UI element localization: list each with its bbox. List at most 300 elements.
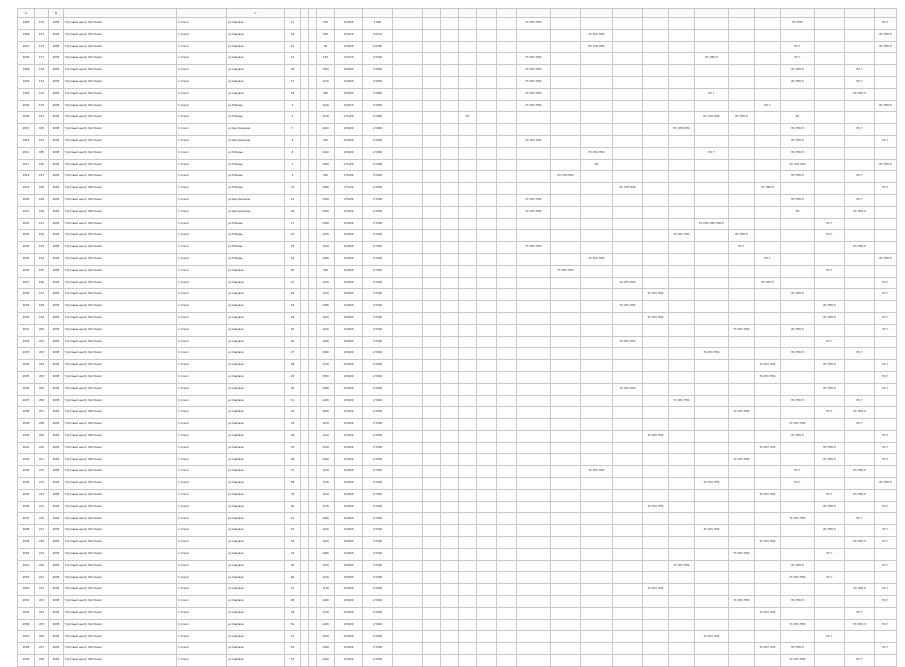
table-cell[interactable]: 153400 — [335, 265, 363, 277]
table-cell[interactable] — [551, 419, 581, 431]
table-cell[interactable] — [517, 407, 551, 419]
table-cell[interactable]: 53 — [285, 655, 301, 667]
table-cell[interactable]: Торговый центр ЗАО Оазис — [64, 430, 177, 442]
table-cell[interactable] — [459, 466, 477, 478]
table-cell[interactable] — [497, 289, 517, 301]
table-cell[interactable]: 2 5500 — [363, 548, 393, 560]
table-cell[interactable]: ПС Г — [781, 41, 815, 53]
table-cell[interactable]: ПС СПС ПЭС — [581, 41, 613, 53]
table-cell[interactable]: 1999 — [18, 65, 35, 77]
table-cell[interactable]: 2036 — [18, 383, 35, 395]
table-cell[interactable] — [309, 312, 317, 324]
table-cell[interactable]: ул.Садовая — [227, 265, 285, 277]
table-cell[interactable] — [301, 301, 309, 313]
table-cell[interactable]: Торговый центр ЗАО Оазис — [64, 525, 177, 537]
table-cell[interactable] — [551, 336, 581, 348]
table-cell[interactable] — [423, 253, 441, 265]
table-cell[interactable] — [815, 135, 845, 147]
table-cell[interactable] — [309, 537, 317, 549]
table-cell[interactable]: 4095 — [49, 348, 64, 360]
table-cell[interactable] — [695, 253, 729, 265]
table-cell[interactable] — [643, 88, 669, 100]
table-cell[interactable]: ПС ПЭС Р — [755, 277, 781, 289]
table-cell[interactable]: 1996 — [18, 29, 35, 41]
table-cell[interactable] — [441, 289, 459, 301]
table-cell[interactable] — [729, 218, 755, 230]
table-cell[interactable] — [517, 312, 551, 324]
table-cell[interactable] — [669, 218, 695, 230]
table-cell[interactable]: 2 5500 — [363, 596, 393, 608]
table-cell[interactable]: Торговый центр ЗАО Оазис — [64, 513, 177, 525]
table-cell[interactable]: 2 5500 — [363, 419, 393, 431]
table-cell[interactable]: ТС СПС ПЭС — [755, 360, 781, 372]
table-cell[interactable] — [309, 513, 317, 525]
table-cell[interactable]: 3 — [285, 100, 301, 112]
table-cell[interactable] — [441, 206, 459, 218]
table-cell[interactable] — [517, 230, 551, 242]
table-cell[interactable] — [669, 631, 695, 643]
table-cell[interactable] — [551, 324, 581, 336]
table-cell[interactable]: 153400 — [335, 371, 363, 383]
table-cell[interactable]: ПС ПЭС Р — [875, 29, 897, 41]
table-cell[interactable] — [729, 348, 755, 360]
table-cell[interactable]: 153400 — [335, 383, 363, 395]
table-cell[interactable] — [309, 525, 317, 537]
column-header[interactable] — [551, 9, 581, 18]
table-cell[interactable] — [643, 159, 669, 171]
table-cell[interactable] — [459, 135, 477, 147]
table-cell[interactable] — [551, 655, 581, 667]
table-cell[interactable]: 1 Сокол — [177, 230, 227, 242]
table-cell[interactable] — [441, 419, 459, 431]
table-cell[interactable] — [815, 324, 845, 336]
table-cell[interactable]: 2 5500 — [363, 383, 393, 395]
table-cell[interactable] — [477, 348, 497, 360]
table-cell[interactable]: 4095 — [49, 301, 64, 313]
table-cell[interactable] — [477, 18, 497, 30]
table-cell[interactable] — [551, 513, 581, 525]
table-cell[interactable] — [755, 301, 781, 313]
table-cell[interactable] — [309, 289, 317, 301]
table-cell[interactable] — [729, 395, 755, 407]
table-cell[interactable]: ПС ПЭС Р — [695, 53, 729, 65]
table-cell[interactable] — [459, 100, 477, 112]
table-cell[interactable]: 24 — [285, 312, 301, 324]
table-cell[interactable] — [301, 29, 309, 41]
table-cell[interactable] — [459, 430, 477, 442]
table-cell[interactable] — [755, 147, 781, 159]
table-cell[interactable]: ПС Г — [815, 631, 845, 643]
table-cell[interactable]: 1140 — [317, 537, 335, 549]
table-cell[interactable] — [309, 301, 317, 313]
table-cell[interactable] — [393, 76, 423, 88]
table-cell[interactable] — [755, 265, 781, 277]
table-cell[interactable] — [441, 301, 459, 313]
table-cell[interactable] — [459, 253, 477, 265]
table-cell[interactable] — [477, 596, 497, 608]
table-cell[interactable]: 4095 — [49, 76, 64, 88]
table-cell[interactable] — [393, 301, 423, 313]
table-cell[interactable] — [441, 29, 459, 41]
table-cell[interactable] — [309, 29, 317, 41]
table-cell[interactable] — [695, 383, 729, 395]
table-cell[interactable] — [423, 643, 441, 655]
table-cell[interactable]: 153400 — [335, 572, 363, 584]
table-cell[interactable] — [695, 159, 729, 171]
table-cell[interactable] — [497, 619, 517, 631]
table-cell[interactable] — [729, 183, 755, 195]
table-cell[interactable]: ПС ПЭС Р — [781, 643, 815, 655]
table-cell[interactable] — [477, 655, 497, 667]
table-cell[interactable]: 1250 — [317, 159, 335, 171]
table-cell[interactable] — [497, 348, 517, 360]
table-cell[interactable] — [613, 371, 643, 383]
table-cell[interactable]: 1 Сокол — [177, 348, 227, 360]
table-cell[interactable]: ул.Садовая — [227, 478, 285, 490]
table-cell[interactable]: ТС СПС ПЭС — [781, 513, 815, 525]
table-cell[interactable] — [695, 643, 729, 655]
table-cell[interactable]: 2033 — [18, 348, 35, 360]
table-cell[interactable]: ПС ПЭС Р — [781, 194, 815, 206]
table-cell[interactable] — [729, 171, 755, 183]
table-cell[interactable] — [815, 277, 845, 289]
table-cell[interactable] — [423, 277, 441, 289]
table-cell[interactable] — [643, 395, 669, 407]
table-cell[interactable] — [517, 171, 551, 183]
table-cell[interactable] — [845, 643, 875, 655]
table-cell[interactable]: 1140 — [317, 360, 335, 372]
table-cell[interactable] — [301, 289, 309, 301]
table-cell[interactable] — [845, 29, 875, 41]
table-cell[interactable]: 202 — [35, 348, 49, 360]
column-header[interactable] — [729, 9, 755, 18]
table-cell[interactable] — [613, 454, 643, 466]
table-cell[interactable] — [497, 218, 517, 230]
table-cell[interactable] — [423, 560, 441, 572]
table-cell[interactable] — [423, 135, 441, 147]
table-cell[interactable]: 16 — [285, 206, 301, 218]
table-cell[interactable] — [459, 218, 477, 230]
table-cell[interactable]: 4095 — [49, 548, 64, 560]
table-cell[interactable]: ТС СПС ПЭС — [581, 29, 613, 41]
table-cell[interactable] — [477, 631, 497, 643]
table-cell[interactable] — [497, 124, 517, 136]
table-cell[interactable]: 221 — [35, 572, 49, 584]
table-cell[interactable] — [613, 253, 643, 265]
table-cell[interactable] — [815, 206, 845, 218]
table-cell[interactable]: 11 — [285, 18, 301, 30]
table-cell[interactable] — [613, 360, 643, 372]
table-cell[interactable]: ТС СПС ПЭС — [755, 643, 781, 655]
table-cell[interactable] — [459, 584, 477, 596]
table-cell[interactable] — [393, 29, 423, 41]
table-cell[interactable] — [497, 360, 517, 372]
table-cell[interactable] — [441, 336, 459, 348]
table-cell[interactable] — [441, 53, 459, 65]
table-cell[interactable] — [845, 442, 875, 454]
table-cell[interactable] — [301, 124, 309, 136]
table-cell[interactable]: 3350 — [317, 206, 335, 218]
table-cell[interactable] — [423, 218, 441, 230]
table-cell[interactable] — [497, 513, 517, 525]
table-cell[interactable] — [613, 218, 643, 230]
table-cell[interactable] — [301, 442, 309, 454]
table-cell[interactable]: 4095 — [49, 289, 64, 301]
table-cell[interactable] — [729, 206, 755, 218]
table-cell[interactable] — [845, 312, 875, 324]
table-cell[interactable] — [695, 100, 729, 112]
table-cell[interactable] — [781, 454, 815, 466]
table-cell[interactable] — [669, 301, 695, 313]
table-cell[interactable] — [477, 265, 497, 277]
table-cell[interactable]: 1 Сокол — [177, 655, 227, 667]
table-cell[interactable]: ПС Г — [875, 312, 897, 324]
table-cell[interactable] — [301, 430, 309, 442]
table-cell[interactable] — [781, 277, 815, 289]
table-cell[interactable] — [517, 513, 551, 525]
table-cell[interactable] — [309, 454, 317, 466]
table-cell[interactable]: 2002 — [18, 100, 35, 112]
table-cell[interactable] — [301, 419, 309, 431]
table-cell[interactable] — [695, 371, 729, 383]
table-cell[interactable] — [581, 607, 613, 619]
table-cell[interactable] — [517, 29, 551, 41]
table-cell[interactable] — [423, 419, 441, 431]
table-cell[interactable] — [695, 76, 729, 88]
table-cell[interactable] — [459, 265, 477, 277]
table-cell[interactable] — [301, 76, 309, 88]
table-cell[interactable]: 1 Сокол — [177, 206, 227, 218]
table-cell[interactable]: ул.Садовая — [227, 548, 285, 560]
table-cell[interactable] — [517, 643, 551, 655]
table-cell[interactable]: 350 — [317, 265, 335, 277]
table-cell[interactable]: 1380 — [317, 183, 335, 195]
table-cell[interactable] — [423, 289, 441, 301]
table-cell[interactable] — [423, 171, 441, 183]
table-cell[interactable]: Торговый центр ЗАО Оазис — [64, 112, 177, 124]
table-cell[interactable]: ул.Садовая — [227, 395, 285, 407]
table-cell[interactable] — [643, 242, 669, 254]
table-cell[interactable]: 2 5500 — [363, 619, 393, 631]
table-cell[interactable] — [423, 454, 441, 466]
table-cell[interactable] — [551, 242, 581, 254]
table-cell[interactable] — [497, 560, 517, 572]
table-cell[interactable]: 4095 — [49, 41, 64, 53]
table-cell[interactable] — [643, 265, 669, 277]
table-cell[interactable]: 153400 — [335, 135, 363, 147]
table-cell[interactable]: 199 — [35, 312, 49, 324]
table-cell[interactable]: ПС Г — [815, 218, 845, 230]
table-cell[interactable] — [695, 312, 729, 324]
table-cell[interactable] — [517, 336, 551, 348]
table-cell[interactable] — [477, 147, 497, 159]
table-cell[interactable] — [393, 218, 423, 230]
table-cell[interactable]: 2021 — [18, 206, 35, 218]
table-cell[interactable]: 4095 — [49, 619, 64, 631]
table-cell[interactable]: 2014 — [18, 147, 35, 159]
table-cell[interactable] — [845, 41, 875, 53]
table-cell[interactable] — [393, 312, 423, 324]
table-cell[interactable]: ПС Г — [815, 265, 845, 277]
table-cell[interactable]: Торговый центр ЗАО Оазис — [64, 65, 177, 77]
table-cell[interactable]: 2 5500 — [363, 360, 393, 372]
table-cell[interactable] — [669, 466, 695, 478]
table-cell[interactable] — [497, 655, 517, 667]
table-cell[interactable] — [423, 360, 441, 372]
table-cell[interactable] — [669, 18, 695, 30]
table-cell[interactable]: ул.Садовая — [227, 88, 285, 100]
table-cell[interactable] — [517, 371, 551, 383]
table-cell[interactable] — [393, 18, 423, 30]
table-cell[interactable] — [459, 53, 477, 65]
table-cell[interactable]: 2 5500 — [363, 442, 393, 454]
table-cell[interactable] — [309, 135, 317, 147]
table-cell[interactable] — [815, 430, 845, 442]
table-cell[interactable] — [815, 147, 845, 159]
table-cell[interactable]: 191 — [35, 218, 49, 230]
table-cell[interactable] — [581, 312, 613, 324]
table-cell[interactable]: 2 5400 — [363, 159, 393, 171]
table-cell[interactable] — [301, 513, 309, 525]
table-cell[interactable] — [309, 76, 317, 88]
table-cell[interactable]: 29 — [285, 371, 301, 383]
table-cell[interactable]: ПС ПЭС Р — [781, 289, 815, 301]
table-cell[interactable] — [643, 171, 669, 183]
table-cell[interactable] — [755, 206, 781, 218]
table-cell[interactable] — [729, 301, 755, 313]
table-cell[interactable]: 1 Сокол — [177, 324, 227, 336]
table-cell[interactable] — [551, 643, 581, 655]
table-cell[interactable] — [581, 76, 613, 88]
table-cell[interactable]: 19 — [285, 253, 301, 265]
table-cell[interactable]: ПС Г — [875, 537, 897, 549]
table-cell[interactable] — [301, 525, 309, 537]
table-cell[interactable]: 2034 — [18, 360, 35, 372]
table-cell[interactable] — [729, 147, 755, 159]
table-cell[interactable]: 2040 — [18, 430, 35, 442]
table-cell[interactable] — [551, 206, 581, 218]
table-cell[interactable] — [551, 619, 581, 631]
table-cell[interactable] — [301, 242, 309, 254]
table-cell[interactable] — [301, 324, 309, 336]
table-cell[interactable] — [695, 242, 729, 254]
table-cell[interactable] — [301, 159, 309, 171]
table-cell[interactable]: ПС ПЭС — [781, 18, 815, 30]
column-header[interactable] — [423, 9, 441, 18]
table-cell[interactable]: ул.Садовая — [227, 371, 285, 383]
table-cell[interactable]: 2048 — [18, 525, 35, 537]
table-cell[interactable] — [643, 277, 669, 289]
table-cell[interactable]: 2 5500 — [363, 253, 393, 265]
table-cell[interactable]: 2 5500 — [363, 242, 393, 254]
table-cell[interactable]: ТС СПС ПЭС — [643, 312, 669, 324]
table-cell[interactable] — [643, 230, 669, 242]
table-cell[interactable]: ТС СПС ПЭС — [517, 76, 551, 88]
table-cell[interactable]: 4095 — [49, 383, 64, 395]
table-cell[interactable] — [695, 501, 729, 513]
table-cell[interactable] — [497, 584, 517, 596]
table-cell[interactable]: 1540 — [317, 65, 335, 77]
table-cell[interactable] — [669, 41, 695, 53]
table-cell[interactable] — [695, 655, 729, 667]
table-cell[interactable] — [459, 454, 477, 466]
table-cell[interactable] — [517, 253, 551, 265]
table-cell[interactable]: 2032 — [18, 336, 35, 348]
table-cell[interactable] — [393, 572, 423, 584]
table-cell[interactable]: 2 5650 — [363, 88, 393, 100]
table-cell[interactable] — [441, 513, 459, 525]
table-cell[interactable] — [477, 478, 497, 490]
table-cell[interactable]: Торговый центр ЗАО Оазис — [64, 383, 177, 395]
table-cell[interactable] — [393, 430, 423, 442]
table-cell[interactable] — [729, 478, 755, 490]
table-cell[interactable] — [497, 596, 517, 608]
table-cell[interactable] — [669, 655, 695, 667]
table-cell[interactable]: 1 Сокол — [177, 501, 227, 513]
table-cell[interactable] — [497, 336, 517, 348]
table-cell[interactable]: 211 — [35, 454, 49, 466]
table-cell[interactable]: 210 — [35, 442, 49, 454]
table-cell[interactable]: ТС СПС ПЭС — [729, 324, 755, 336]
table-cell[interactable]: 153400 — [335, 537, 363, 549]
table-cell[interactable]: 4095 — [49, 537, 64, 549]
table-cell[interactable] — [459, 194, 477, 206]
table-cell[interactable] — [669, 277, 695, 289]
table-cell[interactable]: 1 Сокол — [177, 560, 227, 572]
table-cell[interactable] — [301, 147, 309, 159]
table-cell[interactable]: 1 Сокол — [177, 407, 227, 419]
table-cell[interactable] — [497, 383, 517, 395]
table-cell[interactable] — [517, 265, 551, 277]
table-cell[interactable]: 153400 — [335, 277, 363, 289]
table-cell[interactable] — [581, 183, 613, 195]
table-cell[interactable]: 2027 — [18, 277, 35, 289]
table-cell[interactable]: 2 5500 — [363, 454, 393, 466]
table-cell[interactable]: 9 — [285, 135, 301, 147]
table-cell[interactable] — [497, 135, 517, 147]
table-cell[interactable] — [393, 159, 423, 171]
table-cell[interactable]: ул.Садовая — [227, 466, 285, 478]
table-cell[interactable]: ПС Г — [875, 289, 897, 301]
table-cell[interactable] — [551, 501, 581, 513]
table-cell[interactable] — [301, 41, 309, 53]
table-cell[interactable]: 1120 — [317, 631, 335, 643]
table-cell[interactable]: ПС ПЭС Р — [815, 360, 845, 372]
table-cell[interactable] — [781, 242, 815, 254]
table-cell[interactable] — [815, 560, 845, 572]
table-cell[interactable] — [695, 572, 729, 584]
table-cell[interactable] — [459, 419, 477, 431]
table-cell[interactable] — [517, 572, 551, 584]
table-cell[interactable] — [875, 548, 897, 560]
table-cell[interactable] — [845, 112, 875, 124]
table-cell[interactable] — [781, 336, 815, 348]
table-cell[interactable]: Торговый центр ЗАО Оазис — [64, 147, 177, 159]
table-cell[interactable]: ул.Центральная — [227, 135, 285, 147]
table-cell[interactable] — [477, 537, 497, 549]
table-cell[interactable] — [815, 242, 845, 254]
table-cell[interactable]: 2 5500 — [363, 631, 393, 643]
table-cell[interactable] — [309, 360, 317, 372]
table-cell[interactable] — [613, 29, 643, 41]
table-cell[interactable] — [441, 501, 459, 513]
table-cell[interactable] — [497, 312, 517, 324]
table-cell[interactable] — [875, 489, 897, 501]
table-cell[interactable] — [781, 489, 815, 501]
table-cell[interactable]: 2 5500 — [363, 289, 393, 301]
table-cell[interactable] — [643, 65, 669, 77]
table-cell[interactable]: 1 Сокол — [177, 336, 227, 348]
